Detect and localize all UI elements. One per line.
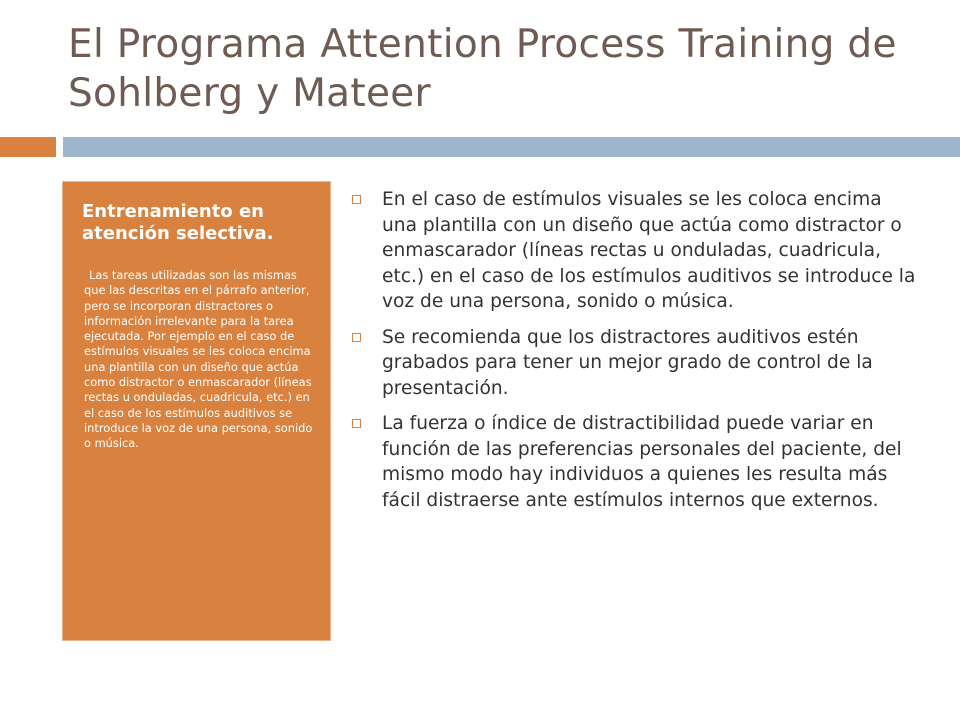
bullet-list xyxy=(348,187,918,523)
title-accent-bar-blue xyxy=(63,137,960,157)
slide-title: El Programa Attention Process Training de Sohlberg y Mateer xyxy=(68,22,897,116)
hollow-square-bullet-icon xyxy=(352,195,361,204)
title-accent-bar-orange xyxy=(0,137,56,157)
bullet-item xyxy=(348,325,918,402)
sidebar-heading: Entrenamiento en atención selectiva. xyxy=(82,201,274,244)
bullet-text: Se recomienda que los distractores auditivos estén grabados para tener un mejor grado de control de la presentación. xyxy=(382,326,873,399)
bullet-item xyxy=(348,187,918,315)
bullet-text: En el caso de estímulos visuales se les coloca encima una plantilla con un diseño que actúa como distractor o enmascarador (líneas rectas u onduladas, cuadricula, etc.) en el caso de los estímulos auditivos se introduce la voz de una persona, sonido o música. xyxy=(382,189,916,312)
hollow-square-bullet-icon xyxy=(352,333,361,342)
bullet-text: La fuerza o índice de distractibilidad puede variar en función de las preferencias personales del paciente, del mismo modo hay individuos a quienes les resulta más fácil distraerse ante estímulos internos que externos. xyxy=(382,413,902,511)
sidebar-callout-box xyxy=(62,181,331,641)
sidebar-body-text: Las tareas utilizadas son las mismas que las descritas en el párrafo anterior, pero se incorporan distractores o información irrelevante para la tarea ejecutada. Por ejemplo en el caso de estímulos visuales se les coloca encima una plantilla con un diseño que actúa como distractor o enmascarador (líneas rectas u onduladas, cuadricula, etc.) en el caso de los estímulos auditivos se introduce la voz de una persona, sonido o música. xyxy=(84,268,313,451)
hollow-square-bullet-icon xyxy=(352,419,361,428)
bullet-item xyxy=(348,411,918,513)
